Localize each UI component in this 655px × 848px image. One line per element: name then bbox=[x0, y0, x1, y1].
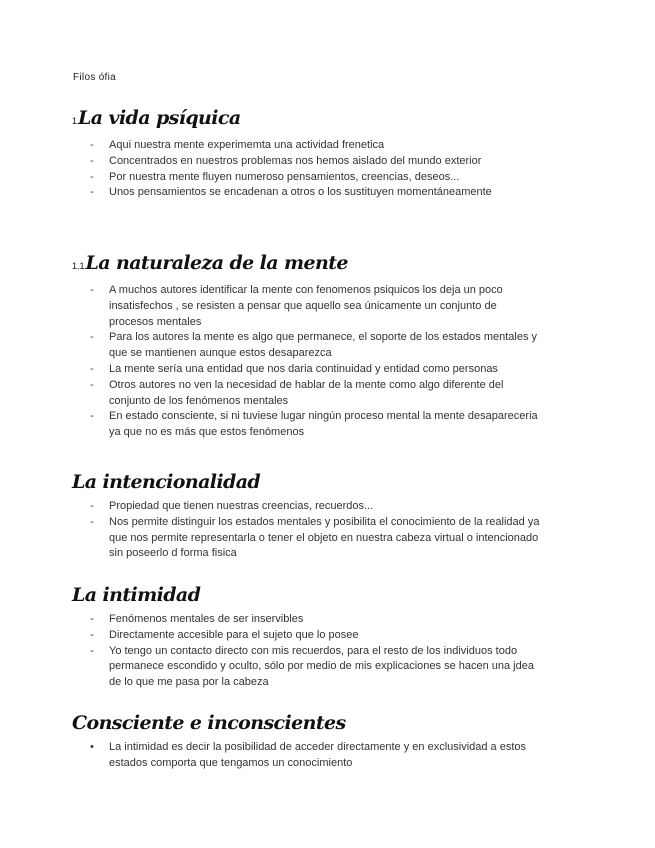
list-item bbox=[72, 409, 542, 441]
section-title: La vida psíquica bbox=[78, 107, 241, 129]
dash-bullet: - bbox=[90, 170, 94, 183]
bullet-list bbox=[72, 499, 542, 562]
section-intimidad bbox=[72, 582, 542, 691]
document-title: Filos ófia bbox=[73, 72, 117, 83]
dash-bullet: - bbox=[90, 628, 94, 641]
dash-bullet: - bbox=[90, 331, 94, 344]
section-heading bbox=[72, 469, 542, 495]
list-item-text: Directamente accesible para el sujeto que lo posee bbox=[109, 628, 359, 641]
list-item bbox=[72, 283, 542, 330]
bullet-list bbox=[72, 283, 542, 441]
section-title: Consciente e inconscientes bbox=[72, 712, 346, 734]
list-item-text: La intimidad es decir la posibilidad de acceder directamente y en exclusividad a estos estados comporta que tengamos un conocimiento bbox=[109, 741, 527, 769]
section-intencionalidad bbox=[72, 469, 542, 562]
dash-bullet: - bbox=[90, 139, 94, 151]
list-item bbox=[72, 612, 542, 628]
list-item-text: Por nuestra mente fluyen numeroso pensamientos, creencias, deseos... bbox=[109, 170, 460, 183]
section-heading bbox=[72, 710, 542, 736]
list-item-text: Aqui nuestra mente experimemta una actividad frenetica bbox=[109, 139, 385, 151]
list-item bbox=[72, 138, 542, 154]
bullet-list bbox=[72, 740, 542, 772]
section-heading bbox=[72, 250, 542, 279]
section-title: La intimidad bbox=[72, 584, 201, 606]
list-item-text: Concentrados en nuestros problemas nos hemos aislado del mundo exterior bbox=[109, 154, 482, 167]
dash-bullet: - bbox=[90, 362, 94, 375]
list-item bbox=[72, 644, 542, 691]
list-item-text: Unos pensamientos se encadenan a otros o los sustituyen momentáneamente bbox=[109, 186, 492, 199]
dash-bullet: - bbox=[90, 154, 94, 167]
list-item bbox=[72, 740, 542, 772]
list-item-text: Yo tengo un contacto directo con mis recuerdos, para el resto de los individuos todo permanece escondido y oculto, sólo por medio de mis explicaciones se hacen una jdea de lo que me pasa por la cabeza bbox=[109, 644, 534, 689]
section-number: 1.1 bbox=[72, 261, 85, 271]
section-title: La intencionalidad bbox=[72, 471, 261, 493]
list-item bbox=[72, 330, 542, 362]
list-item-text: Fenómenos mentales de ser inservibles bbox=[109, 613, 304, 625]
dash-bullet: - bbox=[90, 410, 94, 423]
dash-bullet: - bbox=[90, 515, 94, 528]
dash-bullet: - bbox=[90, 644, 94, 657]
dash-bullet: - bbox=[90, 613, 94, 625]
dash-bullet: - bbox=[90, 378, 94, 391]
list-item bbox=[72, 154, 542, 170]
section-vida-psiquica bbox=[72, 105, 542, 201]
section-heading bbox=[72, 582, 542, 608]
list-item bbox=[72, 362, 542, 378]
list-item bbox=[72, 515, 542, 562]
section-title: La naturaleza de la mente bbox=[85, 252, 348, 274]
dash-bullet: - bbox=[90, 284, 94, 296]
list-item-text: Nos permite distinguir los estados mentales y posibilita el conocimiento de la realidad ya que nos permite representarla o tener el objeto en nuestra cabeza virtual o intencionado sin poseerlo d forma fisica bbox=[109, 515, 540, 560]
bullet-list bbox=[72, 138, 542, 201]
list-item-text: A muchos autores identificar la mente con fenomenos psiquicos los deja un poco insatisfechos , se resisten a pensar que aquello sea únicamente un conjunto de procesos mentales bbox=[109, 284, 503, 328]
dash-bullet: - bbox=[90, 186, 94, 199]
section-consciente bbox=[72, 710, 542, 772]
list-item bbox=[72, 170, 542, 186]
section-naturaleza-mente bbox=[72, 250, 542, 441]
list-item bbox=[72, 628, 542, 644]
dot-bullet: • bbox=[90, 741, 94, 753]
list-item-text: En estado consciente, si ni tuviese lugar ningún proceso mental la mente desapareceria ya que no es más que estos fenómenos bbox=[109, 410, 538, 439]
list-item bbox=[72, 499, 542, 515]
list-item bbox=[72, 378, 542, 410]
bullet-list bbox=[72, 612, 542, 691]
section-heading bbox=[72, 105, 542, 134]
list-item bbox=[72, 185, 542, 201]
list-item-text: La mente sería una entidad que nos daria continuidad y entidad como personas bbox=[109, 362, 498, 375]
dash-bullet: - bbox=[90, 500, 94, 512]
list-item-text: Para los autores la mente es algo que permanece, el soporte de los estados mentales y que se mantienen aunque estos desaparezca bbox=[109, 331, 538, 360]
list-item-text: Otros autores no ven la necesidad de hablar de la mente como algo diferente del conjunto de los fenómenos mentales bbox=[109, 378, 504, 407]
section-number: 1 bbox=[72, 116, 78, 126]
list-item-text: Propiedad que tienen nuestras creencias, recuerdos... bbox=[109, 500, 374, 512]
